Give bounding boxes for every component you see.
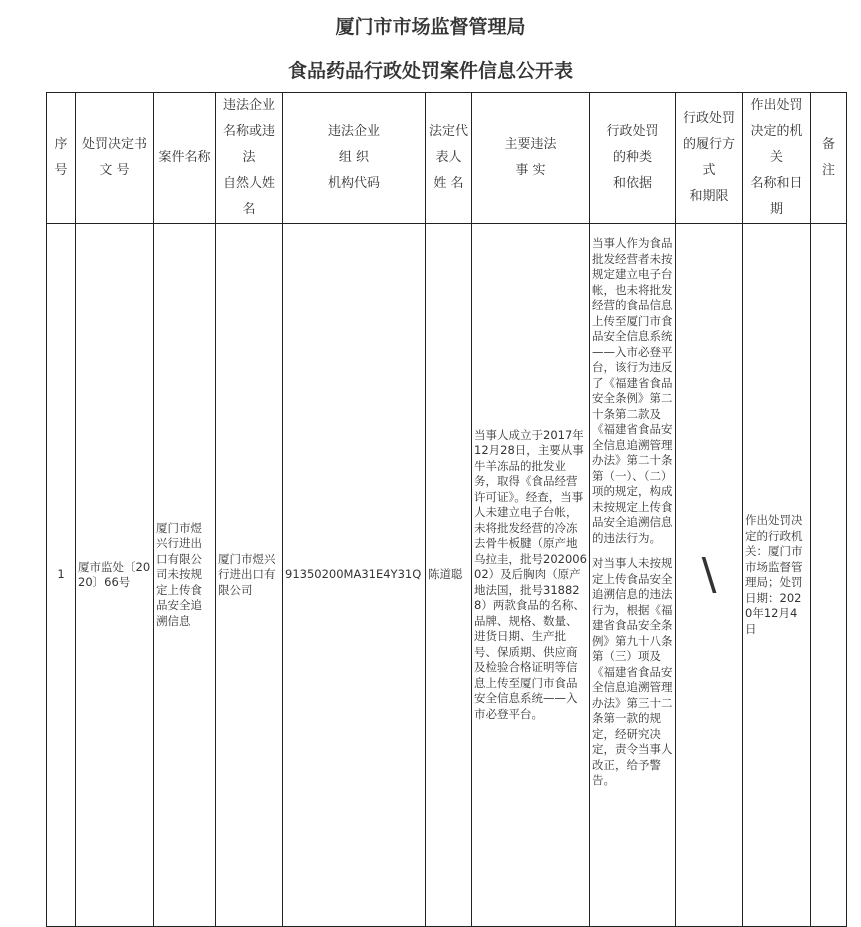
col-header-case-name: 案件名称 [154, 93, 216, 224]
document-title: 厦门市市场监督管理局 [335, 16, 526, 38]
penalty-table [46, 92, 847, 927]
col-header-org-code: 违法企业 组 织 机构代码 [283, 93, 426, 224]
col-header-seq: 序 号 [47, 93, 76, 224]
cell-seq: 1 [47, 224, 76, 927]
col-header-authority: 作出处罚 决定的机关 名称和日期 [743, 93, 811, 224]
col-header-fulfillment: 行政处罚 的履行方式 和期限 [676, 93, 743, 224]
cell-doc-no: 厦市监处〔2020〕66号 [76, 224, 154, 927]
cell-case-name: 厦门市煜兴行进出口有限公司未按规定上传食品安全追溯信息 [154, 224, 216, 927]
cell-authority: 作出处罚决定的行政机关：厦门市市场监督管理局；处罚日期：2020年12月4日 [743, 224, 811, 927]
table-header-row [47, 93, 847, 224]
cell-org-code: 91350200MA31E4Y31Q [283, 224, 426, 927]
cell-facts: 当事人成立于2017年12月28日，主要从事牛羊冻品的批发业务，取得《食品经营许可证》。经查，当事人未建立电子台帐，未将批发经营的冷冻去骨牛板腱（原产地乌拉圭，批号20200602）及后胸肉（原产地法国，批号318828）两款食品的名称、品牌、规格、数量、进货日期、生产批号、保质期、供应商及检验合格证明等信息上传至厦门市食品安全信息系统——入市必登平台。 [472, 224, 590, 927]
cell-legal-rep: 陈道聪 [426, 224, 472, 927]
col-header-penalty: 行政处罚 的种类 和依据 [590, 93, 676, 224]
table-row [47, 224, 847, 927]
cell-remark [811, 224, 847, 927]
penalty-paragraph-2: 对当事人未按规定上传食品安全追溯信息的违法行为，根据《福建省食品安全条例》第九十八条第（三）项及《福建省食品安全信息追溯管理办法》第三十二条第一款的规定，经研究决定，责令当事人改正，给予警告。 [592, 556, 673, 787]
cell-fulfillment: \ [676, 224, 743, 927]
col-header-facts: 主要违法 事 实 [472, 93, 590, 224]
cell-penalty [590, 224, 676, 927]
col-header-legal-rep: 法定代 表人 姓 名 [426, 93, 472, 224]
penalty-paragraph-1: 当事人作为食品批发经营者未按规定建立电子台帐，也未将批发经营的食品信息上传至厦门市食品安全信息系统——入市必登平台，该行为违反了《福建省食品安全条例》第二十条第二款及《福建省食品安全信息追溯管理办法》第二十条第（一）、（二）项的规定，构成未按规定上传食品安全追溯信息的违法行为。 [592, 236, 673, 545]
col-header-company: 违法企业 名称或违法 自然人姓名 [216, 93, 283, 224]
document-subtitle: 食品药品行政处罚案件信息公开表 [287, 60, 573, 82]
col-header-remark: 备 注 [811, 93, 847, 224]
cell-company: 厦门市煜兴行进出口有限公司 [216, 224, 283, 927]
col-header-doc-no: 处罚决定书 文 号 [76, 93, 154, 224]
